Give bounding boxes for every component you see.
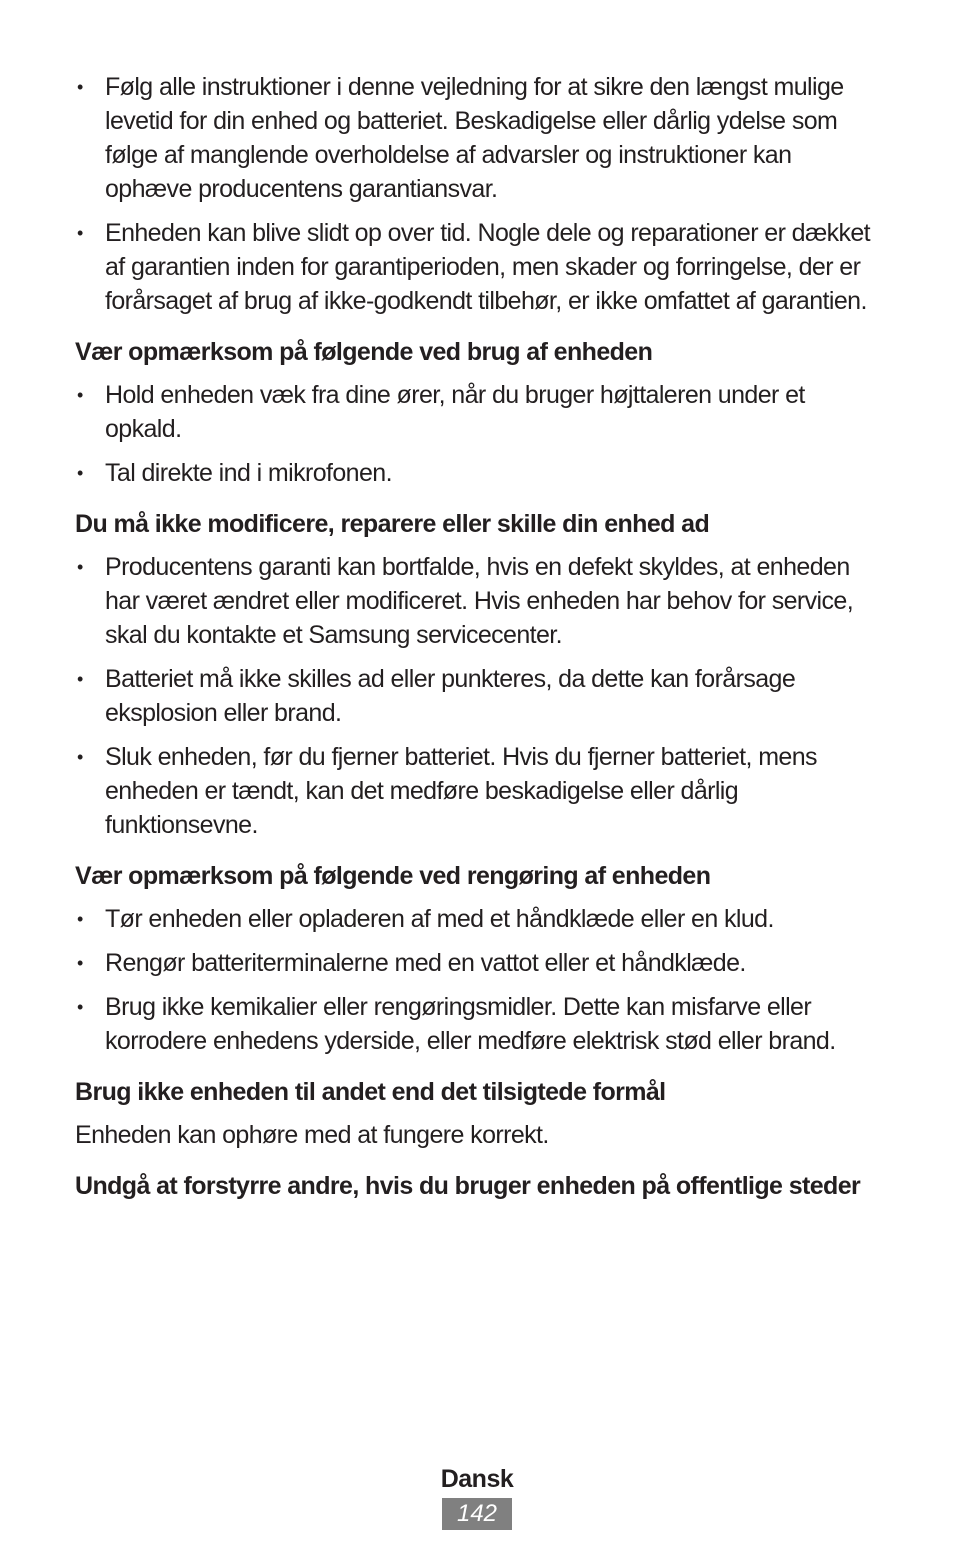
section-heading-usage: Vær opmærksom på følgende ved brug af enheden — [75, 338, 653, 366]
page-footer — [0, 1462, 954, 1530]
section-heading-public: Undgå at forstyrre andre, hvis du bruger enheden på offentlige steder — [75, 1172, 861, 1200]
section-paragraph: Enheden kan ophøre med at fungere korrekt. — [75, 1121, 549, 1149]
list-item — [75, 740, 875, 842]
list-item — [75, 70, 875, 206]
list-item-text: Enheden kan blive slidt op over tid. Nogle dele og reparationer er dækket af garantien inden for garantiperioden, men skader og forringelse, der er forårsaget af brug af ikke-godkendt tilbehør, er ikke omfattet af garantien. — [105, 219, 871, 315]
usage-list — [75, 378, 875, 490]
list-item-text: Producentens garanti kan bortfalde, hvis en defekt skyldes, at enheden har været ændret eller modificeret. Hvis enheden har behov for service, skal du kontakte et Samsung servicecenter. — [105, 553, 854, 649]
list-item — [75, 990, 875, 1058]
bullet-icon: • — [77, 385, 83, 405]
list-item — [75, 946, 875, 980]
bullet-icon: • — [77, 669, 83, 689]
page-number-badge: 142 — [442, 1498, 512, 1530]
section-heading-purpose: Brug ikke enheden til andet end det tilsigtede formål — [75, 1078, 666, 1106]
bullet-icon: • — [77, 953, 83, 973]
cleaning-list — [75, 902, 875, 1058]
footer-language: Dansk — [440, 1465, 514, 1493]
bullet-icon: • — [77, 77, 83, 97]
bullet-icon: • — [77, 223, 83, 243]
bullet-icon: • — [77, 997, 83, 1017]
bullet-icon: • — [77, 747, 83, 767]
list-item-text: Batteriet må ikke skilles ad eller punkteres, da dette kan forårsage eksplosion eller brand. — [105, 665, 796, 727]
list-item-text: Følg alle instruktioner i denne vejledning for at sikre den længst mulige levetid for din enhed og batteriet. Beskadigelse eller dårlig ydelse som følge af manglende overholdelse af advarsler og instruktioner kan ophæve producentens garantiansvar. — [105, 73, 844, 203]
list-item-text: Brug ikke kemikalier eller rengøringsmidler. Dette kan misfarve eller korrodere enhedens yderside, eller medføre elektrisk stød eller brand. — [105, 993, 836, 1055]
bullet-icon: • — [77, 463, 83, 483]
list-item — [75, 662, 875, 730]
list-item — [75, 216, 875, 318]
list-item — [75, 902, 875, 936]
list-item-text: Hold enheden væk fra dine ører, når du bruger højttaleren under et opkald. — [105, 381, 805, 443]
intro-list — [75, 70, 875, 318]
bullet-icon: • — [77, 909, 83, 929]
list-item — [75, 378, 875, 446]
list-item-text: Sluk enheden, før du fjerner batteriet. Hvis du fjerner batteriet, mens enheden er tændt, kan det medføre beskadigelse eller dårlig funktionsevne. — [105, 743, 817, 839]
list-item-text: Tal direkte ind i mikrofonen. — [105, 459, 392, 487]
document-body — [75, 70, 875, 1212]
list-item — [75, 456, 875, 490]
modify-list — [75, 550, 875, 842]
bullet-icon: • — [77, 557, 83, 577]
section-heading-modify: Du må ikke modificere, reparere eller skille din enhed ad — [75, 510, 710, 538]
list-item — [75, 550, 875, 652]
list-item-text: Rengør batteriterminalerne med en vattot eller et håndklæde. — [105, 949, 746, 977]
list-item-text: Tør enheden eller opladeren af med et håndklæde eller en klud. — [105, 905, 774, 933]
section-heading-cleaning: Vær opmærksom på følgende ved rengøring af enheden — [75, 862, 711, 890]
